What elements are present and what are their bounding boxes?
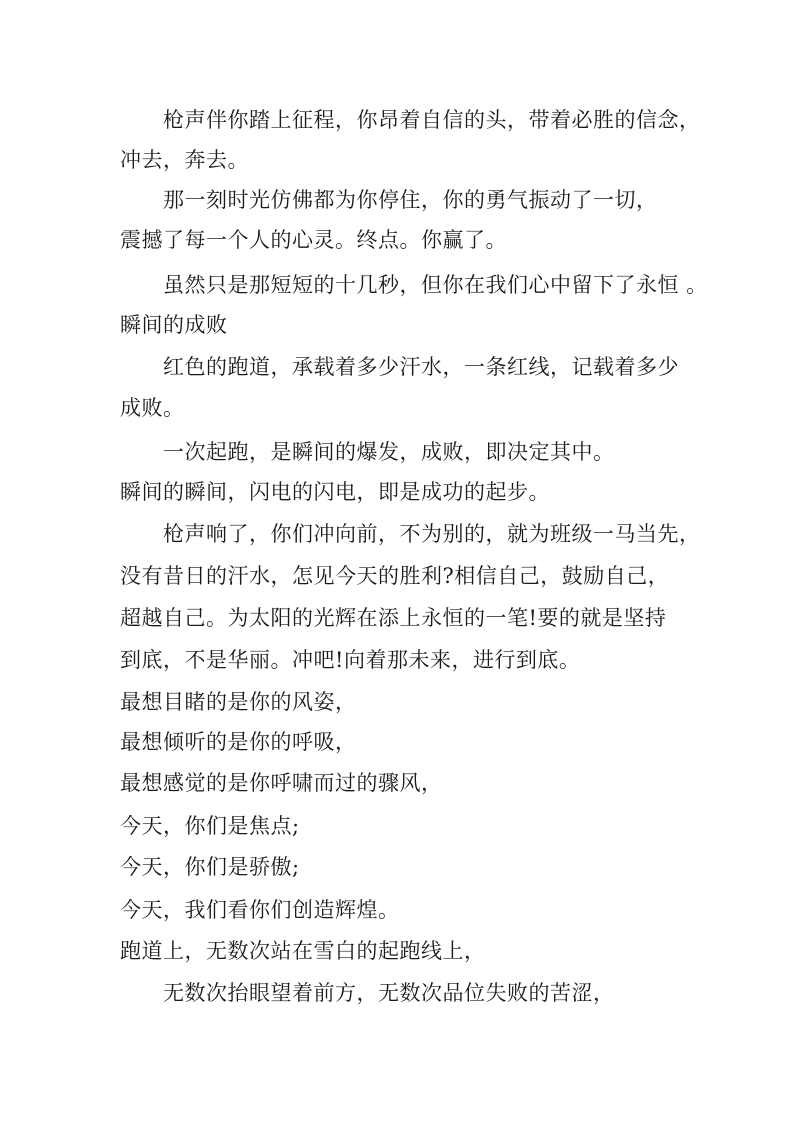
text-line: 冲去，奔去。 (120, 148, 249, 172)
text-line: 最想感觉的是你呼啸而过的骤风， (120, 771, 443, 795)
text-line: 枪声伴你踏上征程，你昂着自信的头，带着必胜的信念， (163, 108, 701, 132)
text-line: 没有昔日的汗水，怎见今天的胜利?相信自己，鼓励自己， (120, 564, 670, 588)
text-line: 超越自己。为太阳的光辉在添上永恒的一笔!要的就是坚持 (120, 606, 667, 630)
text-line: 那一刻时光仿佛都为你停住，你的勇气振动了一切， (163, 188, 658, 212)
text-line: 一次起跑，是瞬间的爆发，成败，即决定其中。 (163, 440, 615, 464)
text-line: 今天，你们是焦点; (120, 814, 300, 838)
text-line: 最想目睹的是你的风姿， (120, 690, 357, 714)
text-line: 无数次抬眼望着前方，无数次品位失败的苦涩， (163, 981, 615, 1005)
text-line: 红色的跑道，承载着多少汗水，一条红线，记载着多少 (163, 355, 679, 379)
text-line: 枪声响了，你们冲向前，不为别的，就为班级一马当先， (163, 522, 701, 546)
text-line: 今天，你们是骄傲; (120, 855, 300, 879)
text-line: 成败。 (120, 396, 185, 420)
text-line: 今天，我们看你们创造辉煌。 (120, 898, 400, 922)
text-line: 瞬间的瞬间，闪电的闪电，即是成功的起步。 (120, 480, 550, 504)
text-line: 最想倾听的是你的呼吸， (120, 730, 357, 754)
text-line: 到底，不是华丽。冲吧!向着那未来，进行到底。 (120, 648, 581, 672)
section-heading: 瞬间的成败 (120, 313, 228, 337)
text-line: 跑道上，无数次站在雪白的起跑线上， (120, 939, 486, 963)
text-line: 虽然只是那短短的十几秒，但你在我们心中留下了永恒 。 (163, 273, 708, 297)
text-line: 震撼了每一个人的心灵。终点。你赢了。 (120, 228, 507, 252)
